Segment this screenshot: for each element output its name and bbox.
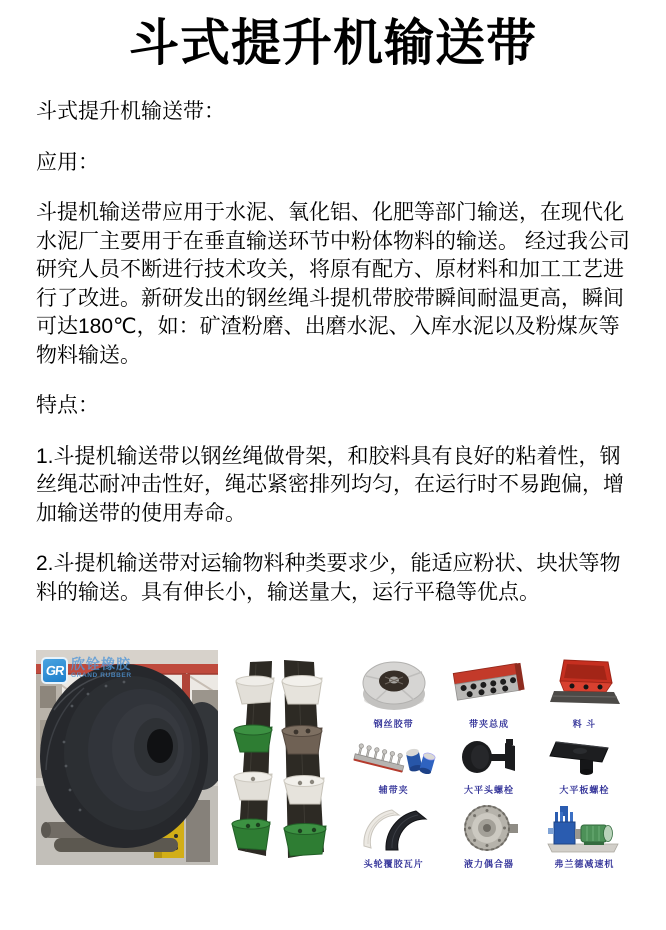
steel-cord-belt-roll-icon [352,656,436,714]
logo-gr-icon [41,657,68,684]
product-label: 料 斗 [572,719,597,729]
logo-name-cn: 欣铨橡胶 [71,656,131,672]
paragraph-feature-1: 1.斗提机输送带以钢丝绳做骨架，和胶料具有良好的粘着性，钢丝绳芯耐冲击性好，绳芯紧密排列均匀，在运行时不易跑偏，增加输送带的使用寿命。 [36,444,624,525]
product-card-flender-reducer [537,796,632,870]
product-card-steel-cord-belt [346,650,441,730]
bucket-belt-image [226,652,334,864]
company-logo [41,657,132,684]
accessory-grid [346,650,632,870]
product-label: 钢丝胶带 [373,719,414,729]
fluid-coupling-icon [447,802,531,854]
flat-head-bolt-icon [447,734,531,780]
product-label: 带夹总成 [468,719,509,729]
flat-plate-bolt-icon [542,734,626,780]
paragraph-application-heading: 应用： [36,150,99,174]
product-card-hopper [537,650,632,730]
page-title: 斗式提升机输送带 [129,15,537,71]
product-label: 大平板螺栓 [559,785,610,795]
product-label: 弗兰德减速机 [554,859,615,869]
paragraph-feature-2: 2.斗提机输送带对运输物料种类要求少，能适应粉状、块状等物料的输送。具有伸长小，输送量大，运行平稳等优点。 [36,552,621,604]
logo-monogram: GR [44,663,65,678]
aux-belt-clip-icon [352,734,436,780]
belt-roll-photo [36,650,218,865]
product-card-flat-head-bolt [441,730,536,796]
product-gallery [36,650,632,875]
bucket-belt-photo [226,652,334,864]
description-text [0,98,666,607]
product-card-rubber-lagging-tiles [346,796,441,870]
product-card-aux-belt-clip [346,730,441,796]
product-label: 液力偶合器 [463,859,514,869]
product-card-flat-plate-bolt [537,730,632,796]
product-label: 头轮覆胶瓦片 [363,859,424,869]
product-label: 辅带夹 [378,785,409,795]
belt-clamp-assembly-icon [447,656,531,714]
paragraph-subtitle: 斗式提升机输送带： [36,100,225,123]
product-label: 大平头螺栓 [463,785,514,795]
flender-reducer-icon [542,802,626,854]
product-card-fluid-coupling [441,796,536,870]
logo-name-en: GRAND RUBBER [71,672,132,679]
hopper-icon [542,656,626,714]
rubber-lagging-tiles-icon [352,802,436,854]
paragraph-features-heading: 特点： [36,394,99,417]
product-card-belt-clamp-assembly [441,650,536,730]
logo-wordmark [71,657,132,680]
paragraph-application-body: 斗提机输送带应用于水泥、氧化铝、化肥等部门输送，在现代化水泥厂主要用于在垂直输送环节中粉体物料的输送。 经过我公司研究人员不断进行技术攻关，将原有配方、原材料和加工工艺进行了改进。新研发出的钢丝绳斗提机带胶带瞬间耐温更高，瞬间可达180℃，如：矿渣粉磨、出磨水泥、入库水泥以及粉煤灰等物料输送。 [36,201,630,367]
